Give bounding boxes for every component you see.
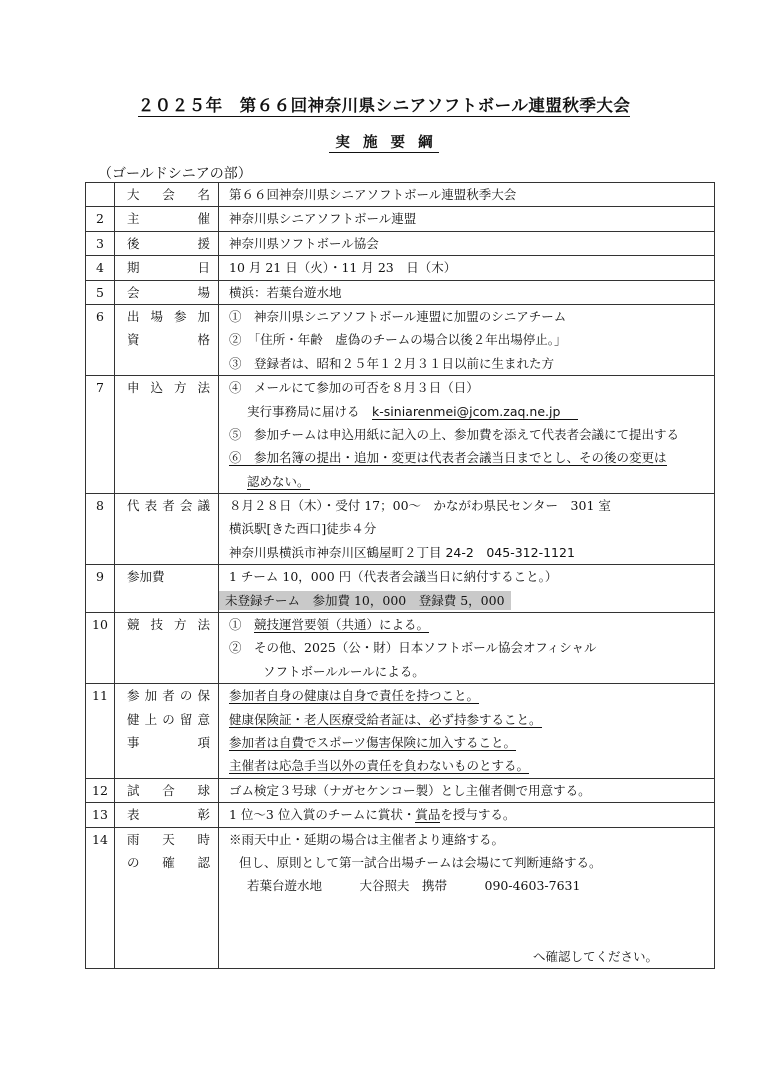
row-content: 参加者自身の健康は自身で責任を持つこと。 健康保険証・老人医療受給者証は、必ず持参すること。 参加者は自費でスポーツ傷害保険に加入すること。 主催者は応急手当以外の責任を負わないものとする。 (219, 684, 715, 779)
row-item: 申 込 方 法 (115, 376, 219, 494)
table-row-game-ball (86, 778, 715, 802)
row-number: 13 (86, 803, 115, 827)
unregistered-fee-highlight: 未登録チーム 参加費 10，000 登録費 5，000 (219, 591, 511, 610)
row-item: 主 催 (115, 207, 219, 231)
row-item: 代表者会議 (115, 494, 219, 565)
row-item: 大 会 名 (115, 183, 219, 207)
row-content: 神奈川県シニアソフトボール連盟 (219, 207, 715, 231)
row-content: ８月２８日（木）・受付 17；00～ かながわ県民センター 301 室 横浜駅[きた西口]徒歩４分 神奈川県横浜市神奈川区鶴屋町２丁目 24-2 045-312-1121 (219, 494, 715, 565)
row-number: 6 (86, 304, 115, 375)
table-row-organizer (86, 207, 715, 231)
row-item: 雨 天 時 の 確 認 (115, 827, 219, 968)
row-number: 11 (86, 684, 115, 779)
table-row-health-notes (86, 684, 715, 779)
table-row-dates (86, 256, 715, 280)
table-row-application (86, 376, 715, 494)
row-content: ゴム検定３号球（ナガセケンコー製）とし主催者側で用意する。 (219, 778, 715, 802)
row-item: 表 彰 (115, 803, 219, 827)
table-row-rain-check (86, 827, 715, 968)
row-item: 試 合 球 (115, 778, 219, 802)
row-number (86, 183, 115, 207)
row-content: ④ メールにて参加の可否を８月３日（日） 実行事務局に届ける k-siniarenmei@jcom.zaq.ne.jp ⑤ 参加チームは申込用紙に記入の上、参加費を添えて代表者会議にて提出する ⑥ 参加名簿の提出・追加・変更は代表者会議当日までとし、その後の変更は 認めない。 (219, 376, 715, 494)
document-subtitle-text: 実 施 要 綱 (329, 135, 438, 153)
table-row-awards (86, 803, 715, 827)
row-item: 参加者の保 健上の留意 事 項 (115, 684, 219, 779)
submit-instruction: 実行事務局に届ける (247, 403, 360, 419)
row-number: 4 (86, 256, 115, 280)
row-number: 9 (86, 565, 115, 613)
spec-table (85, 182, 715, 969)
document-title-text: ２０２５年 第６６回神奈川県シニアソフトボール連盟秋季大会 (137, 96, 631, 115)
table-row-fee (86, 565, 715, 613)
row-content: 1 チーム 10，000 円（代表者会議当日に納付すること。） 未登録チーム 参加費 10，000 登録費 5，000 (219, 565, 715, 613)
row-item: 参加費 (115, 565, 219, 613)
document-subtitle (0, 131, 768, 152)
row-number: 3 (86, 231, 115, 255)
row-item: 後 援 (115, 231, 219, 255)
table-row-event-name (86, 183, 715, 207)
row-content: ① 神奈川県シニアソフトボール連盟に加盟のシニアチーム ② 「住所・年齢 虚偽のチームの場合以後２年出場停止。」 ③ 登録者は、昭和２５年１２月３１日以前に生まれた方 (219, 304, 715, 375)
row-number: 5 (86, 280, 115, 304)
row-content: 10 月 21 日（火）・11 月 23 日（木） (219, 256, 715, 280)
row-number: 2 (86, 207, 115, 231)
table-row-eligibility (86, 304, 715, 375)
row-content: 横浜：若葉台遊水地 (219, 280, 715, 304)
email-link[interactable]: k-siniarenmei@jcom.zaq.ne.jp (372, 404, 578, 420)
row-content: ※雨天中止・延期の場合は主催者より連絡する。 但し、原則として第一試合出場チームは会場にて判断連絡する。 若葉台遊水地 大谷照夫 携帯 090-4603-7631 へ確認してください。 (219, 827, 715, 968)
row-number: 14 (86, 827, 115, 968)
row-item: 期 日 (115, 256, 219, 280)
row-content: 神奈川県ソフトボール協会 (219, 231, 715, 255)
document-title (0, 92, 768, 116)
table-row-venue (86, 280, 715, 304)
section-label: （ゴールドシニアの部） (98, 166, 252, 182)
row-content: 1 位～3 位入賞のチームに賞状・賞品を授与する。 (219, 803, 715, 827)
row-number: 10 (86, 613, 115, 684)
table-row-meeting (86, 494, 715, 565)
table-row-competition-method (86, 613, 715, 684)
row-number: 8 (86, 494, 115, 565)
row-number: 7 (86, 376, 115, 494)
row-number: 12 (86, 778, 115, 802)
row-item: 競 技 方 法 (115, 613, 219, 684)
row-content: ① 競技運営要領（共通）による。 ② その他、2025（公・財）日本ソフトボール協会オフィシャル ソフトボールルールによる。 (219, 613, 715, 684)
row-item: 会 場 (115, 280, 219, 304)
row-item: 出 場 参 加 資 格 (115, 304, 219, 375)
table-row-sponsor (86, 231, 715, 255)
row-content: 第６６回神奈川県シニアソフトボール連盟秋季大会 (219, 183, 715, 207)
